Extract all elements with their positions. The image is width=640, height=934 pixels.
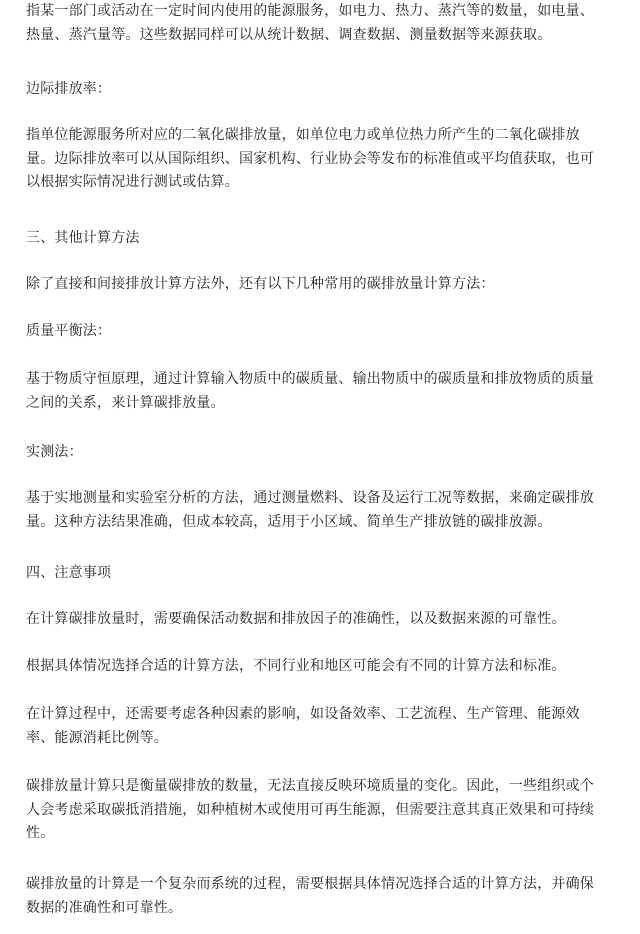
paragraph-other-methods-intro [26,273,622,297]
paragraph-note-factors [26,703,622,750]
text-line: 热量、蒸汽量等。这些数据同样可以从统计数据、调查数据、测量数据等来源获取。 [26,26,552,43]
text-line: 以根据实际情况进行测试或估算。 [26,174,239,190]
text-line: 除了直接和间接排放计算方法外，还有以下几种常用的碳排放量计算方法： [26,276,495,292]
text-line: 三、其他计算方法 [26,230,140,246]
text-line: 碳排放量计算只是衡量碳排放的数量，无法直接反映环境质量的变化。因此，一些组织或个 [26,778,594,794]
text-line: 质量平衡法： [26,323,112,339]
text-line: 基于物质守恒原理，通过计算输入物质中的碳质量、输出物质中的碳质量和排放物质的质量 [26,371,594,387]
heading-section-four [26,562,622,586]
text-line: 数据的准确性和可靠性。 [26,899,183,916]
text-line: 率、能源消耗比例等。 [26,729,168,746]
text-line: 量。这种方法结果准确，但成本较高，适用于小区域、简单生产排放链的碳排放源。 [26,513,552,530]
text-line: 实测法： [26,444,83,460]
heading-measurement-method [26,441,622,465]
paragraph-note-accuracy [26,608,622,632]
text-line: 之间的关系，来计算碳排放量。 [26,394,225,411]
text-line: 人会考虑采取碳抵消措施，如种植树木或使用可再生能源，但需要注意其真正效果和可持续 [26,801,594,818]
text-line: 四、注意事项 [26,565,112,581]
paragraph-measurement-method [26,487,622,534]
text-line: 在计算过程中，还需要考虑各种因素的影响，如设备效率、工艺流程、生产管理、能源效 [26,706,580,722]
text-line: 根据具体情况选择合适的计算方法，不同行业和地区可能会有不同的计算方法和标准。 [26,658,566,674]
text-line: 指某一部门或活动在一定时间内使用的能源服务，如电力、热力、蒸汽等的数量，如电量、 [26,3,594,19]
paragraph-marginal-emission-rate [26,124,622,195]
text-line: 性。 [26,825,55,841]
text-line: 量。边际排放率可以从国际组织、国家机构、行业协会等发布的标准值或平均值获取，也可 [26,150,594,167]
paragraph-conclusion [26,873,622,920]
text-line: 碳排放量的计算是一个复杂而系统的过程，需要根据具体情况选择合适的计算方法，并确保 [26,876,594,892]
text-line: 指单位能源服务所对应的二氧化碳排放量，如单位电力或单位热力所产生的二氧化碳排放 [26,127,580,143]
text-line: 边际排放率： [26,81,112,97]
paragraph-energy-service-definition [26,0,622,47]
heading-mass-balance [26,320,622,344]
paragraph-note-method-choice [26,655,622,679]
heading-marginal-emission-rate [26,78,622,102]
heading-section-three [26,227,622,251]
text-line: 基于实地测量和实验室分析的方法，通过测量燃料、设备及运行工况等数据，来确定碳排放 [26,490,594,506]
paragraph-note-offset [26,775,622,846]
text-line: 在计算碳排放量时，需要确保活动数据和排放因子的准确性，以及数据来源的可靠性。 [26,611,566,627]
paragraph-mass-balance [26,368,622,415]
